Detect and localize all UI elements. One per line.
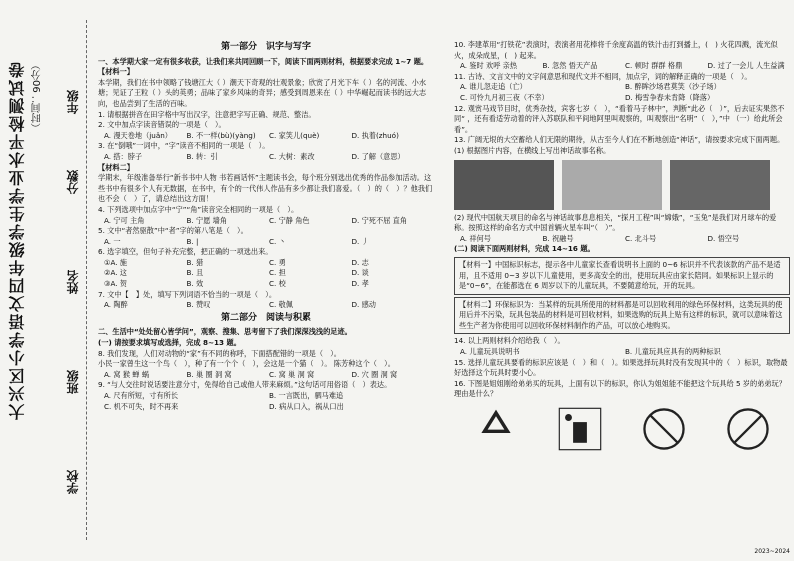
- question-7-options: A. 陶醉 B. 赞叹 C. 敬佩 D. 感动: [104, 300, 376, 310]
- part1-heading: 第一部分 识字与写字: [220, 42, 311, 52]
- question-6-options-b: ②A. 这 B. 且 C. 担 D. 谈: [104, 268, 369, 278]
- question-11-options-b: C. 可怜九月初三夜（不幸） D. 梅雪争春未肯降（降落）: [460, 92, 715, 102]
- question-9: 9. “与人交往时说话要注意分寸，免得给自己或他人带来麻烦。”这句话可用俗语（ ）表达。: [98, 380, 392, 390]
- exam-title: 大兴区小学语文四年级学生学业水平检测试卷: [8, 60, 27, 420]
- label-icons: [454, 406, 790, 452]
- field-score: 分数: [66, 170, 80, 194]
- question-2: 2. 文中加点字读音错误的一项是（ ）。: [98, 120, 226, 130]
- question-13-1: (1) 根据图片内容，在横线上写出神话故事名称。: [454, 145, 611, 155]
- question-16: 16. 下图是姐姐刚给弟弟买的玩具，上面有以下的标识，你认为姐姐能不能把这个玩具给 5 岁的弟弟玩？理由是什么？: [454, 378, 786, 399]
- question-5: 5. 文中“者然驱散”中“者”字的第八笔是（ ）。: [98, 226, 248, 236]
- material2-text: 学期末，年级准备举行“新书书中人物 书若画话怀”主题读书会，每个班分别选出优秀的作品参加活动。这些书中有很多个人有无数据，在书中，有个的一代伟人作品有多少都让我们喜爱。（ ）的（ ）？他我们也不会（ ）了，请总结出这方面！: [98, 173, 433, 204]
- question-11-options-a: A. 谁儿忽走追（亡） B. 醉眸沙场君莫笑（沙子场）: [460, 82, 721, 92]
- question-8: 8. 我们发现，人们对动物的“家”有不同的称呼，下面搭配错的一项是（ ）。: [98, 348, 341, 358]
- recycle-icon: [473, 406, 519, 452]
- question-8-options: A. 窝 猴 蝉 蜗 B. 巢 圈 洞 窝 C. 窝 巢 洞 窝 D. 穴 圈 洞 窝: [104, 369, 398, 379]
- question-3: 3. 在“倒哦”一词中，“字”读音不相同的一项是（ ）。: [98, 141, 270, 151]
- question-9-options-b: C. 机不可失，时不再来 D. 病从口入，祸从口出: [104, 401, 344, 411]
- question-13-2: (2) 现代中国航天项目的命名与神话故事息息相关，“探月工程”叫“嫦娥”，“玉兔”是我们对月球车的爱称。按照这样的命名方式中国首辆火星车叫“（ ）”。: [454, 212, 777, 233]
- question-7: 7. 文中【 】处，填写下列词语不恰当的一项是（ ）。: [98, 289, 277, 299]
- myth-image-3: [670, 160, 770, 210]
- question-10: 10. 李建革用“打铁花”表演时，表演者用花棒将千余度高温的铁汁击打到播上，( ) 火花四溅，流光似火，成朵成星，( ) 起来。: [454, 40, 778, 60]
- age-warning-icon: [641, 406, 687, 452]
- field-name: 姓名: [66, 270, 80, 294]
- subsection-1: (一) 请按要求填写或选择，完成 8~13 题。: [98, 338, 241, 348]
- right-column: [454, 40, 790, 452]
- material1-text: 本学期，我们在书中领略了钱塘江大（ ）潮天下奇观的壮观景象；欣赏了月光下车（ ）名的河流、小水塘；见证了王粒（ ）头的英勇；品味了家乡风味的奇异；感受到周恩来在（ ）中华崛起而读书的远大志向，也品尝到了生活的百味。: [98, 77, 427, 108]
- question-15: 15. 选择儿童玩具要看的标识应该是（ ）和（ ）。如果选择玩具时没有发现其中的（ ）标识，取物最好选择这个玩具时要小心。: [454, 357, 788, 378]
- left-column: [98, 40, 434, 412]
- section-intro: 一、本学期大家一定有很多收获，让我们来共同回顾一下，阅读下面两则材料，根据要求完成 1~7 题。: [98, 56, 429, 66]
- field-class: 班级: [66, 370, 80, 394]
- question-14-options: A. 儿童玩具说明书 B. 儿童玩具应具有的两种标识: [460, 347, 721, 357]
- question-10-options: A. 鉴时 欢呼 亲热 B. 忽然 悟天产品 C. 顿时 群群 格鼎 D. 过了一会儿 人生益满: [460, 61, 785, 71]
- question-8-text: 小民一家曾生这一个鸟（ ），种了有一个个（ ），会这是一个猫（ ）。 陈芳种这个（ ）。: [98, 359, 395, 369]
- material-box-1: 【材料一】中国标识标志，提示各中儿童家长查看说明书上面的 0~6 标识并不代表该款的产品不是适用，且不适用 0~3 岁以下儿童使用，更多高安全的出，使用玩具应由家长陪同。如果标识上显示的是“0~6”，在能都选在 6 周岁以下的儿童玩具，不要随意给玩，开的玩具。: [454, 257, 790, 295]
- question-13-options: A. 祥何号 B. 祝融号 C. 北斗号 D. 悟空号: [460, 233, 740, 243]
- question-2-options: A. 漫天卷地（juǎn） B. 不一样(bù)(yàng) C. 家笑儿(què) D. 执着(zhuó): [104, 130, 399, 140]
- myth-image-1: [454, 160, 554, 210]
- exam-time: （时间：90分）: [32, 60, 43, 133]
- question-4: 4. 下列选项中加点字中“宁”“角”读音完全相同的一项是（ ）。: [98, 204, 299, 214]
- question-6: 6. 选字填空，但句子补充完整，把正确的一项选出来。: [98, 247, 273, 257]
- question-6-options-c: ③A. 贺 B. 效 C. 校 D. 孝: [104, 279, 369, 289]
- part2-heading: 第二部分 阅读与积累: [220, 312, 311, 323]
- myth-pictures: [454, 160, 790, 210]
- question-3-options: A. 搭：脖子 B. 转：引 C. 大树：素改 D. 了解（意思）: [104, 151, 405, 161]
- page-footer: 2023~2024: [754, 548, 790, 555]
- question-6-options-a: ①A. 施 B. 猎 C. 勇 D. 志: [104, 257, 369, 267]
- binding-strip: [0, 0, 92, 561]
- field-grade: 年级: [66, 90, 80, 114]
- field-school: 学校: [66, 470, 80, 494]
- material-box-2: 【材料二】环保标识为：当某样的玩具所使用的材料都是可以回收利用的绿色环保材料，这类玩具的使用后并不污染，玩具包装品的材料是可回收材料，如果选购的玩具上贴有这样的标识，就可以意味着这些生产者为你使用可以回收环保材料制作的产品，可以放心地购买。: [454, 297, 790, 335]
- question-5-options: A. 一 B. | C. 丶 D. 丿: [104, 236, 369, 246]
- no-small-children-icon: [725, 406, 771, 452]
- myth-image-2: [562, 160, 662, 210]
- trash-bin-icon: [557, 406, 603, 452]
- material1-label: 【材料一】: [98, 67, 134, 77]
- question-4-options: A. 宁可 主角 B. 宁愿 墙角 C. 宁静 角色 D. 宁死不屈 直角: [104, 215, 408, 225]
- question-13: 13. 广阔无垠的大空蓄给人们无限的期待，从古至今人们在不断地创造“神话”，请按要求完成下面两题。: [454, 135, 785, 145]
- question-9-options-a: A. 尺有所短，寸有所长 B. 一言既出，驷马难追: [104, 391, 344, 400]
- cut-line: [86, 20, 87, 540]
- material2-label: 【材料二】: [98, 162, 134, 172]
- question-11: 11. 古诗、文言文中的文字间意思和现代文并不相同，加点字，词的解释正确的一项是（ ）。: [454, 71, 752, 81]
- question-14: 14. 以上两则材料介绍给我（ ）。: [454, 336, 565, 346]
- subsection-2: (二) 阅读下面两则材料，完成 14~16 题。: [454, 244, 595, 254]
- section2-intro: 二、生活中“处处留心皆学问”，观察、搜集、思考留下了我们深深浅浅的足迹。: [98, 327, 352, 337]
- question-12: 12. 观赏马戏节目时，优秀杂技，宾客七岁（ ），“看着马子林中”，判断“此必（ ）”，后去证实果然不同“ ，还有看适劳动着的评入苏联队和平间地阿里叫观察的，叫观察出“名明”（ ），”中 （一）给此所会看”。: [454, 103, 785, 134]
- question-1: 1. 请根据拼音在田字格中写出汉字，注意把字写正确、规范、整洁。: [98, 109, 316, 119]
